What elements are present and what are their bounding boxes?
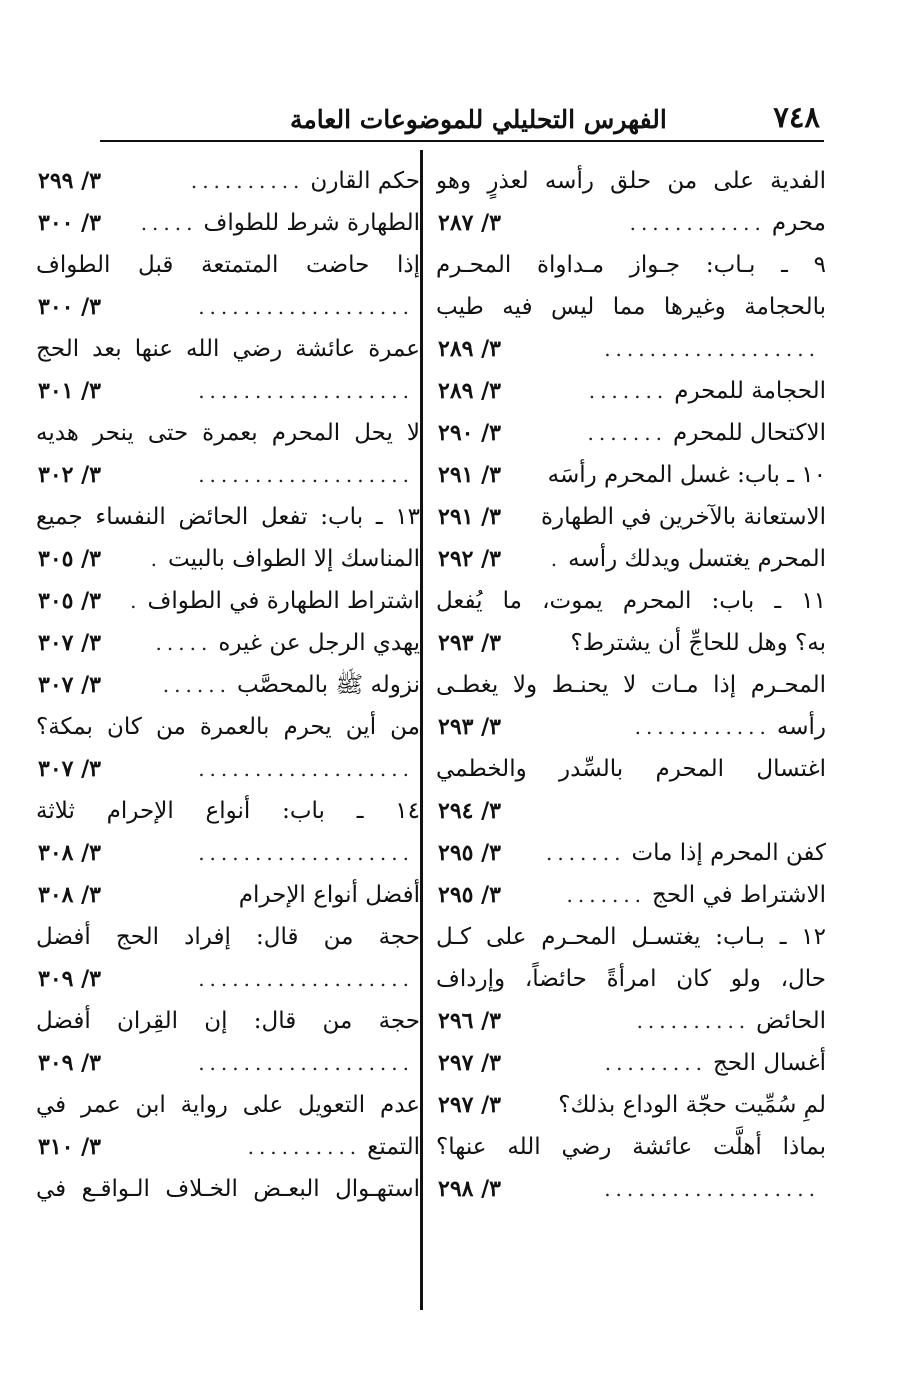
index-line <box>36 286 420 328</box>
page-reference: ٣/ ٢٩٧ <box>438 1050 501 1076</box>
index-column-right <box>436 160 826 1210</box>
entry-text: كفن المحرم إذا مات <box>631 839 826 866</box>
page-reference: ٣/ ٢٩٥ <box>438 840 501 866</box>
entry-text: إذا حاضت المتمتعة قبل الطواف <box>36 251 420 278</box>
index-line <box>36 160 420 202</box>
entry-text: حال، ولو كان امرأةً حائضاً، وإرداف <box>436 965 826 992</box>
index-line <box>36 202 420 244</box>
index-line <box>36 328 420 370</box>
entry-text: يهدي الرجل عن غيره <box>218 629 420 656</box>
entry-text: حجة من قال: إن القِران أفضل <box>36 1007 420 1034</box>
entry-text: ١٣ ـ باب: تفعل الحائض النفساء جميع <box>36 503 420 530</box>
index-line <box>36 790 420 832</box>
page-reference: ٣/ ٣٠٧ <box>38 672 101 698</box>
leader-dots: .......... <box>636 1011 751 1031</box>
entry-text: المحـرم إذا مـات لا يحنـط ولا يغطـى <box>436 671 826 698</box>
entry-text: الاشتراط في الحج <box>652 881 826 908</box>
index-line <box>36 412 420 454</box>
index-line <box>436 622 826 664</box>
index-line <box>36 496 420 538</box>
index-line <box>36 1126 420 1168</box>
index-line <box>436 1042 826 1084</box>
index-line <box>436 160 826 202</box>
entry-text: بماذا أهلَّت عائشة رضي الله عنها؟ <box>436 1133 826 1160</box>
entry-text: ١١ ـ باب: المحرم يموت، ما يُفعل <box>436 587 826 614</box>
page-number: ٧٤٨ <box>773 100 820 134</box>
page-reference: ٣/ ٢٩٠ <box>438 420 501 446</box>
index-line <box>36 1042 420 1084</box>
page-reference: ٣/ ٢٩٦ <box>438 1008 501 1034</box>
leader-dots: ................... <box>198 465 414 485</box>
page-reference: ٣/ ٢٩١ <box>438 462 501 488</box>
entry-text: الحائض <box>756 1007 826 1034</box>
leader-dots: .......... <box>247 1137 362 1157</box>
index-line <box>436 286 826 328</box>
entry-text: المناسك إلا الطواف بالبيت <box>167 545 420 572</box>
index-line <box>36 916 420 958</box>
entry-text: اشتراط الطهارة في الطواف <box>147 587 420 614</box>
leader-dots: ................... <box>198 1053 414 1073</box>
index-line <box>36 454 420 496</box>
leader-dots: . <box>550 549 563 569</box>
entry-text: الاكتحال للمحرم <box>673 419 826 446</box>
page-reference: ٣/ ٢٨٩ <box>438 336 501 362</box>
entry-text: الطهارة شرط للطواف <box>203 209 420 236</box>
page-reference: ٣/ ٣٠٧ <box>38 630 101 656</box>
leader-dots: ....... <box>587 423 668 443</box>
entry-text: التمتع <box>367 1133 420 1160</box>
page-reference: ٣/ ٢٩٧ <box>438 1092 501 1118</box>
page-reference: ٣/ ٣٠٥ <box>38 588 101 614</box>
page-reference: ٣/ ٢٩٨ <box>438 1176 501 1202</box>
leader-dots: ....... <box>545 843 626 863</box>
entry-text: ١٢ ـ بـاب: يغتسـل المحـرم على كـل <box>436 923 826 950</box>
page-reference: ٣/ ٣٠٠ <box>38 210 101 236</box>
leader-dots: ......... <box>604 1053 707 1073</box>
entry-text: الحجامة للمحرم <box>674 377 826 404</box>
index-line <box>36 832 420 874</box>
index-line <box>436 244 826 286</box>
index-line <box>436 412 826 454</box>
leader-dots: ................... <box>198 843 414 863</box>
index-line <box>36 538 420 580</box>
page-header <box>100 96 824 142</box>
index-line <box>436 328 826 370</box>
page-reference: ٣/ ٢٩٤ <box>438 798 501 824</box>
index-line <box>436 832 826 874</box>
index-line <box>436 874 826 916</box>
index-line <box>36 874 420 916</box>
index-line <box>36 622 420 664</box>
leader-dots: ..... <box>140 213 198 233</box>
entry-text: عمرة عائشة رضي الله عنها بعد الحج <box>36 335 420 362</box>
page-reference: ٣/ ٢٩١ <box>438 504 501 530</box>
index-line <box>436 664 826 706</box>
index-line <box>436 1168 826 1210</box>
page-reference: ٣/ ٢٩٥ <box>438 882 501 908</box>
index-line <box>436 748 826 790</box>
page-reference: ٣/ ٣٠٢ <box>38 462 101 488</box>
leader-dots: ................... <box>198 381 414 401</box>
index-line <box>36 958 420 1000</box>
index-line <box>436 538 826 580</box>
entry-text: استهـوال البعـض الخـلاف الـواقـع في <box>36 1175 420 1202</box>
index-line <box>436 454 826 496</box>
index-line <box>36 244 420 286</box>
entry-text: الاستعانة بالآخرين في الطهارة <box>540 503 826 530</box>
page-reference: ٣/ ٣٠٨ <box>38 882 101 908</box>
index-line <box>36 580 420 622</box>
index-line <box>36 1168 420 1210</box>
index-line <box>36 706 420 748</box>
index-column-left <box>36 160 420 1210</box>
leader-dots: .......... <box>190 171 305 191</box>
entry-text: ١٠ ـ باب: غسل المحرم رأسَه <box>547 461 826 488</box>
leader-dots: ...... <box>162 675 231 695</box>
entry-text: حجة من قال: إفراد الحج أفضل <box>36 923 420 950</box>
leader-dots: ............ <box>629 213 766 233</box>
leader-dots: ................... <box>604 1179 820 1199</box>
page-reference: ٣/ ٢٩٩ <box>38 168 101 194</box>
leader-dots: ................... <box>198 969 414 989</box>
index-line <box>36 370 420 412</box>
page-reference: ٣/ ٣٠٧ <box>38 756 101 782</box>
index-line <box>436 916 826 958</box>
entry-text: الفدية على من حلق رأسه لعذرٍ وهو <box>436 167 826 194</box>
index-line <box>36 664 420 706</box>
entry-text: أفضل أنواع الإحرام <box>238 881 420 908</box>
entry-text: اغتسال المحرم بالسِّدر والخطمي <box>436 755 826 782</box>
index-line <box>436 1126 826 1168</box>
index-line <box>436 958 826 1000</box>
entry-text: بالحجامة وغيرها مما ليس فيه طيب <box>436 293 826 320</box>
index-line <box>436 1084 826 1126</box>
entry-text: أغسال الحج <box>712 1049 826 1076</box>
entry-text: ٩ ـ بـاب: جـواز مـداواة المحـرم <box>436 251 826 278</box>
page-reference: ٣/ ٢٩٢ <box>438 546 501 572</box>
entry-text: المحرم يغتسل ويدلك رأسه <box>568 545 826 572</box>
index-line <box>36 1084 420 1126</box>
leader-dots: ..... <box>155 633 213 653</box>
page-reference: ٣/ ٣٠٩ <box>38 1050 101 1076</box>
entry-text: لمِ سُمِّيت حجّة الوداع بذلك؟ <box>558 1091 826 1118</box>
page-reference: ٣/ ٢٨٩ <box>438 378 501 404</box>
column-divider <box>420 150 423 1310</box>
index-line <box>36 748 420 790</box>
entry-text: من أين يحرم بالعمرة من كان بمكة؟ <box>36 713 420 740</box>
page-reference: ٣/ ٣٠٨ <box>38 840 101 866</box>
entry-text: حكم القارن <box>310 167 420 194</box>
index-line <box>436 370 826 412</box>
page-reference: ٣/ ٣٠٥ <box>38 546 101 572</box>
page-reference: ٣/ ٢٨٧ <box>438 210 501 236</box>
leader-dots: . <box>150 549 162 569</box>
index-line <box>436 790 826 832</box>
entry-text: به؟ وهل للحاجِّ أن يشترط؟ <box>570 629 826 656</box>
index-line <box>436 496 826 538</box>
leader-dots: ............ <box>634 717 771 737</box>
entry-text: محرم <box>771 209 826 236</box>
page-reference: ٣/ ٣٠٠ <box>38 294 101 320</box>
index-line <box>436 202 826 244</box>
page-reference: ٣/ ٢٩٣ <box>438 630 501 656</box>
running-title: الفهرس التحليلي للموضوعات العامة <box>290 105 667 134</box>
index-line <box>436 706 826 748</box>
entry-text: نزوله ﷺ بالمحصَّب <box>236 671 420 698</box>
index-line <box>36 1000 420 1042</box>
leader-dots: . <box>130 591 142 611</box>
leader-dots: ....... <box>588 381 669 401</box>
page-reference: ٣/ ٢٩٣ <box>438 714 501 740</box>
entry-text: لا يحل المحرم بعمرة حتى ينحر هديه <box>36 419 420 446</box>
leader-dots: ................... <box>604 339 820 359</box>
index-line <box>436 580 826 622</box>
page-reference: ٣/ ٣٠٩ <box>38 966 101 992</box>
index-line <box>436 1000 826 1042</box>
leader-dots: ................... <box>198 759 414 779</box>
page-reference: ٣/ ٣٠١ <box>38 378 101 404</box>
entry-text: رأسه <box>776 713 826 740</box>
entry-text: ١٤ ـ باب: أنواع الإحرام ثلاثة <box>36 797 420 824</box>
entry-text: عدم التعويل على رواية ابن عمر في <box>36 1091 420 1118</box>
leader-dots: ................... <box>198 297 414 317</box>
page-reference: ٣/ ٣١٠ <box>38 1134 101 1160</box>
leader-dots: ....... <box>566 885 647 905</box>
